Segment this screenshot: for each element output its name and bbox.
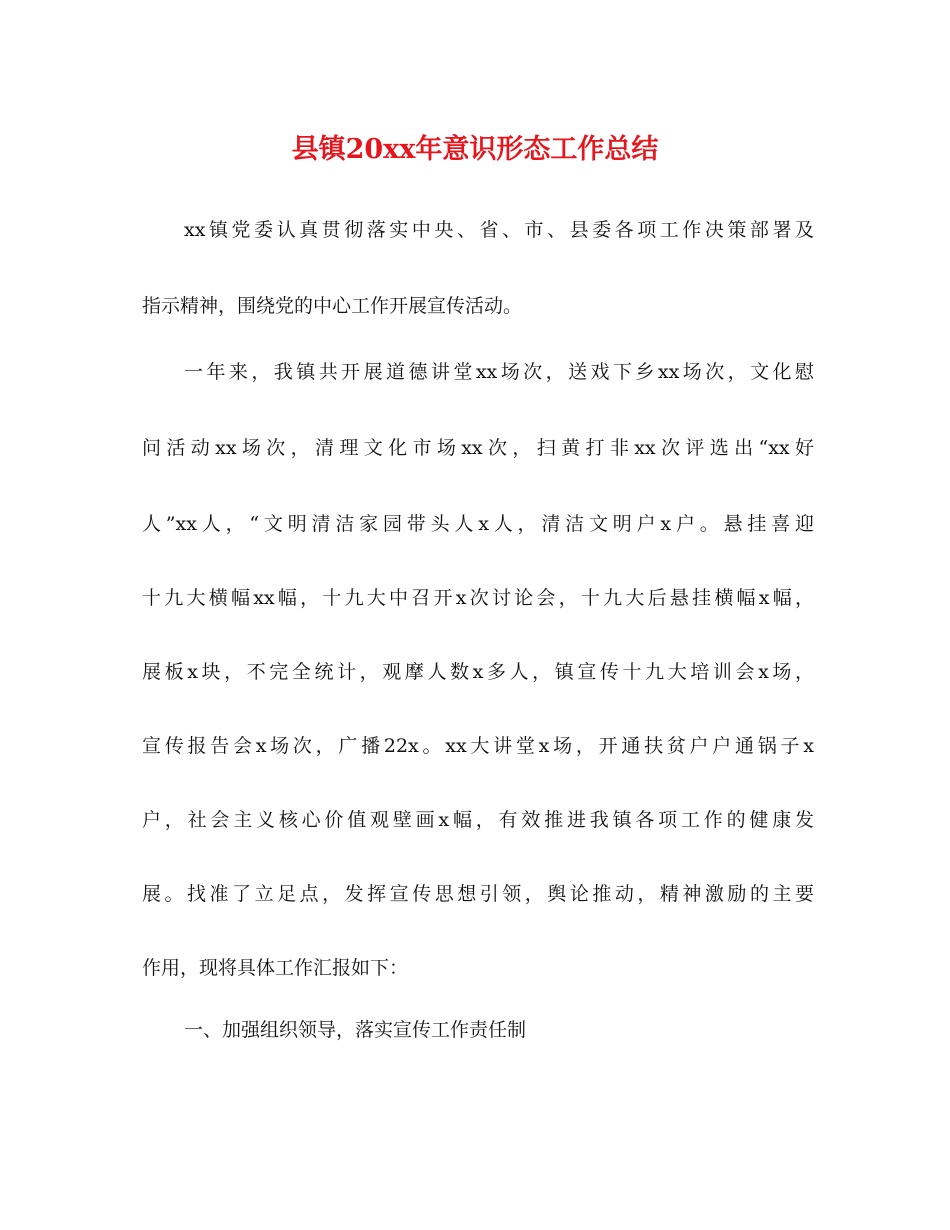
section-heading: 一、加强组织领导，落实宣传工作责任制 bbox=[184, 1019, 527, 1041]
paragraph-line: 作用，现将具体工作汇报如下： bbox=[142, 957, 409, 979]
paragraph-line: 展板x块，不完全统计，观摩人数x多人，镇宣传十九大培训会x场， bbox=[142, 661, 814, 683]
paragraph-line: 问活动xx场次，清理文化市场xx次，扫黄打非xx次评选出“xx好 bbox=[142, 437, 814, 459]
paragraph-line: 一年来，我镇共开展道德讲堂xx场次，送戏下乡xx场次，文化慰 bbox=[184, 361, 814, 383]
paragraph-line: xx镇党委认真贯彻落实中央、省、市、县委各项工作决策部署及 bbox=[184, 219, 814, 241]
paragraph-line: 指示精神，围绕党的中心工作开展宣传活动。 bbox=[142, 295, 523, 317]
paragraph-line: 户，社会主义核心价值观壁画x幅，有效推进我镇各项工作的健康发 bbox=[142, 809, 814, 831]
paragraph-line: 宣传报告会x场次，广播22x。xx大讲堂x场，开通扶贫户户通锅子x bbox=[142, 735, 814, 757]
paragraph-line: 展。找准了立足点，发挥宣传思想引领，舆论推动，精神激励的主要 bbox=[142, 883, 814, 905]
document-title: 县镇20xx年意识形态工作总结 bbox=[291, 134, 659, 165]
paragraph-line: 十九大横幅xx幅，十九大中召开x次讨论会，十九大后悬挂横幅x幅， bbox=[142, 587, 814, 609]
paragraph-line: 人”xx人，“文明清洁家园带头人x人，清洁文明户x户。悬挂喜迎 bbox=[142, 513, 814, 535]
